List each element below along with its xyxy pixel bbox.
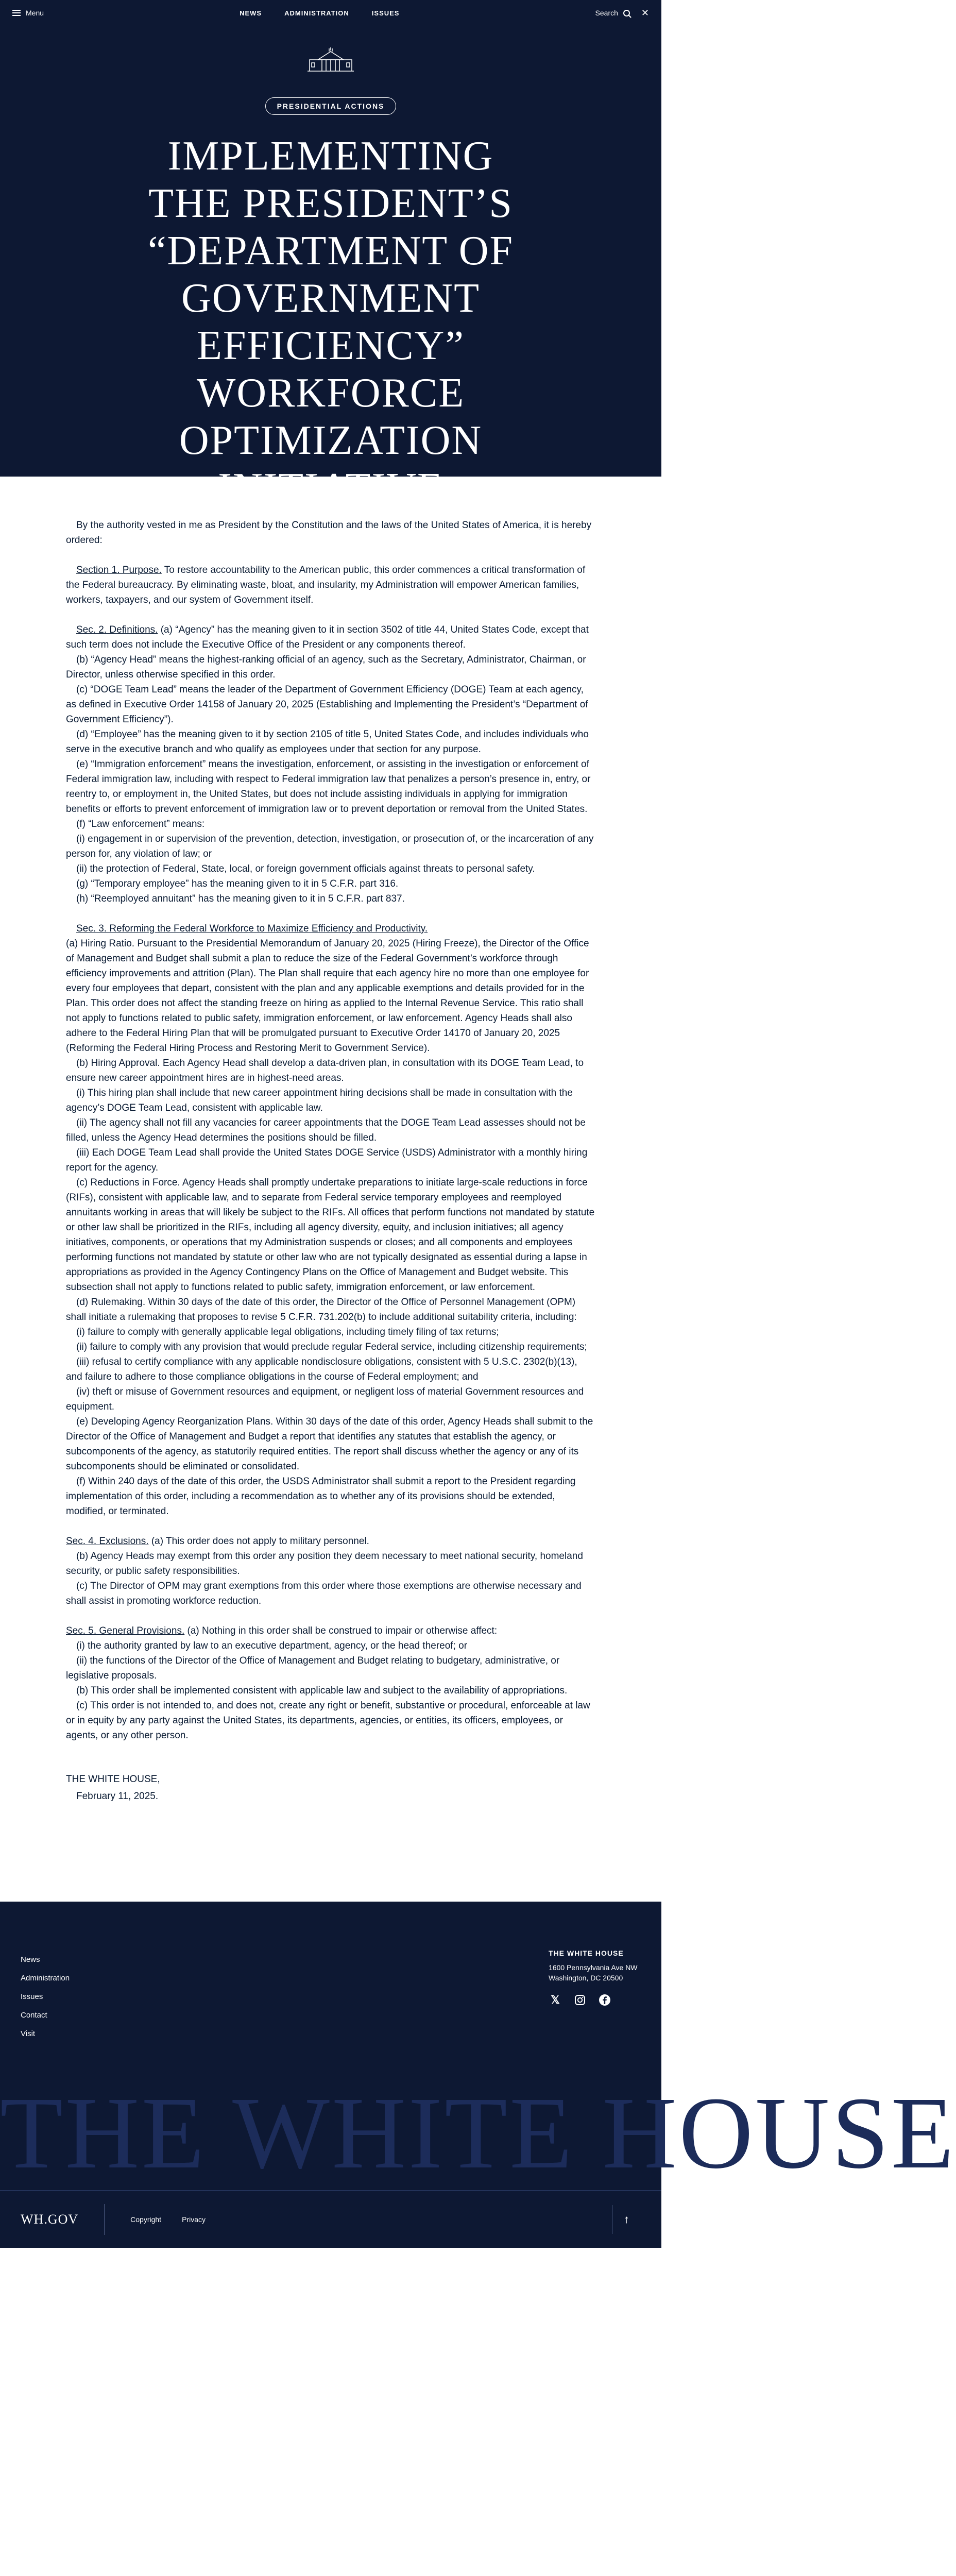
white-house-logo-icon [302,44,359,75]
paragraph: (a) Hiring Ratio. Pursuant to the Presidential Memorandum of January 20, 2025 (Hiring Freeze), the Director of the Office of Management and Budget shall submit a plan to reduce the size of the Federal Government’s workforce through efficiency improvements and attrition (Plan). The Plan shall require that each agency hire no more than one employee for every four employees that depart, consistent with the plan and any applicable exemptions and details provided for in the Plan. This order does not affect the standing freeze on hiring as applied to the Internal Revenue Service. This ratio shall not apply to functions related to public safety, immigration enforcement, or law enforcement. Agency Heads shall also adhere to the Federal Hiring Plan that will be promulgated pursuant to Executive Order 14170 of January 20, 2025 (Reforming the Federal Hiring Process and Restoring Merit to Government Service). [66,938,589,1054]
legal-links [130,2215,206,2224]
section-heading: Sec. 5. General Provisions. [66,1625,185,1636]
section-heading: Section 1. Purpose. [76,565,162,575]
paragraph: (ii) the functions of the Director of the Office of Management and Budget relating to budgetary, administrative, or legislative proposals. [66,1655,560,1681]
instagram-icon[interactable] [573,1993,587,2007]
paragraph: (e) Developing Agency Reorganization Plans. Within 30 days of the date of this order, Agency Heads shall submit to the Director of the Office of Management and Budget a report that identifies any statutes that establish the agency, or subcomponents of the agency, as statutorily required entities. The report shall discuss whether the agency or any of its subcomponents should be eliminated or consolidated. [66,1416,593,1472]
signature-block [66,1772,595,1804]
page-title: IMPLEMENTING THE PRESIDENT’S “DEPARTMENT OF GOVERNMENT EFFICIENCY” WORKFORCE OPTIMIZATION INITIATIVE [148,133,514,511]
paragraph: (c) “DOGE Team Lead” means the leader of the Department of Government Efficiency (DOGE) Team at each agency, as defined in Executive Order 14158 of January 20, 2025 (Establishing and Implementing the President’s “Department of Government Efficiency”). [66,684,588,725]
nav-news[interactable]: NEWS [240,9,262,17]
footer [0,1902,956,2190]
paragraph: (iii) refusal to certify compliance with any applicable nondisclosure obligations, consistent with 5 U.S.C. 2302(b)(13), and failure to adhere to those compliance obligations in the course of Federal employment; and [66,1357,577,1382]
address-line-2: Washington, DC 20500 [549,1974,623,1982]
section-1 [66,563,595,607]
presidential-actions-badge[interactable]: PRESIDENTIAL ACTIONS [265,97,397,115]
privacy-link[interactable]: Privacy [182,2215,206,2224]
section-text: (a) Nothing in this order shall be construed to impair or otherwise affect: [187,1625,498,1636]
section-heading: Sec. 4. Exclusions. [66,1536,149,1547]
search-icon [623,10,630,16]
footer-link-news[interactable]: News [21,1955,40,1964]
footer-link-issues[interactable]: Issues [21,1992,43,2001]
section-2-a [66,622,595,652]
back-to-top-icon[interactable]: ↑ [612,2205,641,2234]
top-bar [0,0,661,26]
paragraph: (ii) The agency shall not fill any vacancies for career appointments that the DOGE Team Lead assesses should not be filled, unless the Agency Head determines the positions should be filled. [66,1117,586,1143]
paragraph: (b) Hiring Approval. Each Agency Head shall develop a data-driven plan, in consultation with its DOGE Team Lead, to ensure new career appointment hires are in highest-need areas. [66,1058,584,1083]
paragraph: (h) “Reemployed annuitant” has the meaning given to it in 5 C.F.R. part 837. [76,893,405,904]
article-body [66,477,595,1845]
close-icon[interactable]: ✕ [641,8,649,18]
social-links [549,1993,638,2007]
paragraph: (e) “Immigration enforcement” means the investigation, enforcement, or assisting in the investigation or enforcement of Federal immigration law, including with respect to Federal immigration law that penalizes a person’s presence in, entry, or reentry to, or employment in, the United States, but does not include assisting individuals in applying for immigration benefits or efforts to prevent enforcement of immigration law or to prevent deportation or removal from the United States. [66,759,591,815]
paragraph: (iv) theft or misuse of Government resources and equipment, or negligent loss of material Government resources and equipment. [66,1386,584,1412]
nav-administration[interactable]: ADMINISTRATION [284,9,349,17]
section-text: To restore accountability to the American public, this order commences a critical transformation of the Federal bureaucracy. By eliminating waste, bloat, and insularity, my Administration will empower American families, workers, taxpayers, and our system of Government itself. [66,565,586,605]
top-nav [240,9,399,17]
footer-link-administration[interactable]: Administration [21,1974,70,1982]
publish-date: February 11, 2025 [303,556,358,564]
paragraph: (ii) failure to comply with any provision that would preclude regular Federal service, including citizenship requirements; [76,1342,587,1352]
signature-date: February 11, 2025. [76,1791,159,1802]
paragraph: (d) Rulemaking. Within 30 days of the date of this order, the Director of the Office of Personnel Management (OPM) shall initiate a rulemaking that proposes to revise 5 C.F.R. 731.202(b) to include additional suitability criteria, including: [66,1297,577,1323]
paragraph: (c) Reductions in Force. Agency Heads shall promptly undertake preparations to initiate large-scale reductions in force (RIFs), consistent with applicable law, and to separate from Federal service temporary employees and reemployed annuitants working in areas that will likely be subject to the RIFs. All offices that perform functions not mandated by statute or other law shall be prioritized in the RIFs, including all agency diversity, equity, and inclusion initiatives; all agency initiatives, components, or operations that my Administration suspends or closes; and all components and employees performing functions not mandated by statute or other law who are not typically designated as essential during a lapse in appropriations as provided in the Agency Contingency Plans on the Office of Management and Budget website. This subsection shall not apply to functions related to public safety, immigration enforcement, or law enforcement. [66,1177,595,1293]
category-label[interactable]: EXECUTIVE ORDER [292,537,369,546]
menu-label: Menu [26,9,44,17]
section-5-a [66,1623,595,1638]
paragraph: (i) the authority granted by law to an executive department, agency, or the head thereof; or [76,1640,468,1651]
paragraph: (i) failure to comply with generally applicable legal obligations, including timely filing of tax returns; [76,1327,499,1337]
section-text: (a) This order does not apply to military personnel. [151,1536,369,1547]
hamburger-icon [12,10,21,16]
paragraph: (iii) Each DOGE Team Lead shall provide the United States DOGE Service (USDS) Administrator with a monthly hiring report for the agency. [66,1147,588,1173]
intro-paragraph: By the authority vested in me as President by the Constitution and the laws of the United States of America, it is hereby ordered: [66,520,592,546]
top-right [595,8,649,18]
x-twitter-icon[interactable]: 𝕏 [551,1993,560,2006]
paragraph: (i) engagement in or supervision of the prevention, detection, investigation, or prosecution of, or the incarceration of any person for, any violation of law; or [66,834,594,859]
wh-gov-logo[interactable]: WH.GOV [21,2204,105,2235]
paragraph: (i) This hiring plan shall include that new career appointment hiring decisions shall be made in consultation with the agency’s DOGE Team Lead, consistent with applicable law. [66,1088,573,1113]
paragraph: (b) “Agency Head” means the highest-ranking official of an agency, such as the Secretary, Administrator, Chairman, or Director, unless otherwise specified in this order. [66,654,586,680]
section-4-a [66,1534,595,1549]
section-heading: Sec. 3. Reforming the Federal Workforce to Maximize Efficiency and Productivity. [76,923,428,934]
paragraph: (c) The Director of OPM may grant exemptions from this order where those exemptions are otherwise necessary and shall assist in promoting workforce reduction. [66,1581,582,1606]
search-button[interactable] [595,9,630,17]
paragraph: (ii) the protection of Federal, State, local, or foreign government officials against threats to personal safety. [76,863,535,874]
menu-button[interactable] [12,9,44,17]
footer-nav [21,1951,70,2043]
section-3-heading [66,921,595,936]
paragraph: (f) “Law enforcement” means: [76,819,205,829]
paragraph: (g) “Temporary employee” has the meaning given to it in 5 C.F.R. part 316. [76,878,399,889]
paragraph: (b) This order shall be implemented consistent with applicable law and subject to the availability of appropriations. [76,1685,568,1696]
footer-link-visit[interactable]: Visit [21,2029,36,2038]
signature-line-1: THE WHITE HOUSE, [66,1774,160,1785]
facebook-icon[interactable] [598,1993,611,2007]
section-heading: Sec. 2. Definitions. [76,624,158,635]
search-label: Search [595,9,618,17]
nav-issues[interactable]: ISSUES [371,9,400,17]
paragraph: (b) Agency Heads may exempt from this order any position they deem necessary to meet national security, homeland security, or public safety responsibilities. [66,1551,583,1577]
bottom-bar [0,2190,661,2248]
copyright-link[interactable]: Copyright [130,2215,162,2224]
paragraph: (c) This order is not intended to, and does not, create any right or benefit, substantive or procedural, enforceable at law or in equity by any party against the United States, its departments, agencies, or entities, its officers, employees, or agents, or any other person. [66,1700,590,1741]
footer-link-contact[interactable]: Contact [21,2011,47,2020]
address-line-1: 1600 Pennsylvania Ave NW [549,1963,638,1972]
footer-org-title: THE WHITE HOUSE [549,1949,624,1957]
footer-wordmark: THE WHITE HOUSE [0,2076,956,2190]
paragraph: (d) “Employee” has the meaning given to it by section 2105 of title 5, United States Code, and includes individuals who serve in the executive branch and who qualify as employees under that section for any purpose. [66,729,589,755]
footer-address [549,1948,638,2007]
paragraph: (f) Within 240 days of the date of this order, the USDS Administrator shall submit a report to the President regarding implementation of this order, including a recommendation as to whether any of its provisions should be extended, modified, or terminated. [66,1476,576,1517]
section-text: (a) “Agency” has the meaning given to it in section 3502 of title 44, United States Code, except that such term does not include the Executive Office of the President or any components thereof. [66,624,589,650]
